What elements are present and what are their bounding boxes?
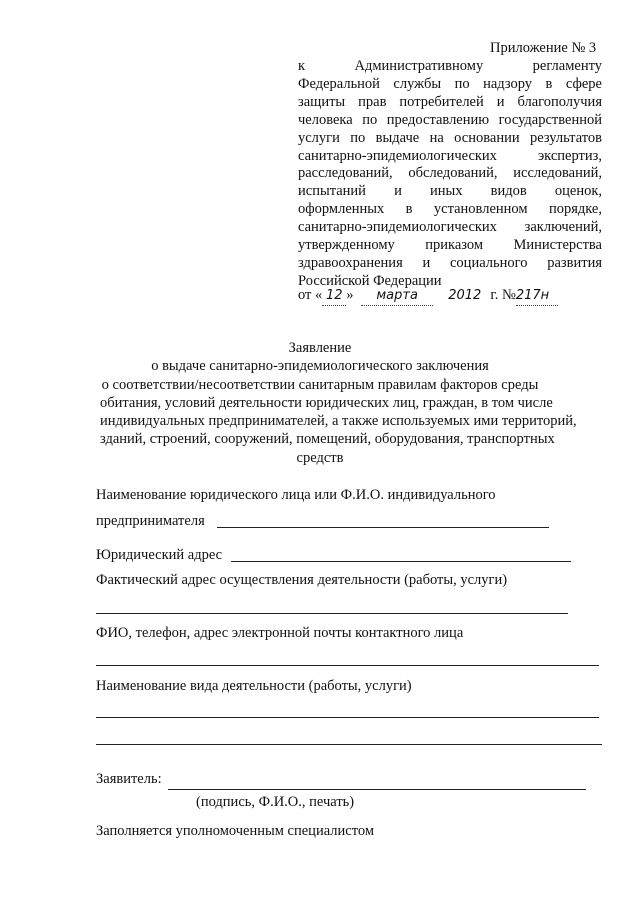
actual-address-field[interactable] [96, 613, 568, 614]
order-day-handwritten: 12 [322, 287, 346, 306]
applicant-label: Заявитель: [96, 771, 162, 787]
statement-line: о соответствии/несоответствии санитарным правилам факторов среды [101, 376, 539, 393]
statement-line: о выдаче санитарно-эпидемиологического заключения [151, 358, 489, 375]
statement-line: средств [296, 449, 344, 466]
statement-line: обитания, условий деятельности юридических лиц, граждан, в том числе [100, 394, 553, 411]
activity-label: Наименование вида деятельности (работы, услуги) [96, 678, 412, 694]
order-number-prefix: № [501, 287, 516, 303]
appendix-line: санитарно-эпидемиологических экспертиз, [298, 147, 602, 164]
order-reference [298, 286, 558, 306]
statement-line: зданий, строений, сооружений, помещений, оборудования, транспортных [100, 431, 555, 448]
org-name-label-cont: предпринимателя [96, 513, 205, 529]
appendix-line: защиты прав потребителей и благополучия [298, 93, 602, 110]
appendix-line: человека по предоставлению государственной [298, 111, 602, 128]
activity-field-line-2[interactable] [96, 744, 602, 745]
appendix-reference [298, 58, 602, 291]
appendix-line: здравоохранения и социального развития [298, 254, 602, 271]
statement-line: индивидуальных предпринимателей, а также используемых ими территорий, [100, 413, 577, 430]
applicant-signature-field[interactable] [168, 789, 586, 790]
appendix-line: утвержденному приказом Министерства [298, 237, 602, 254]
org-name-field[interactable] [217, 527, 549, 528]
appendix-title: Приложение № 3 [490, 40, 597, 56]
order-year-suffix: г. [490, 287, 499, 303]
order-number-handwritten: 217н [516, 287, 558, 306]
order-year-handwritten: 2012 [448, 288, 482, 303]
official-note: Заполняется уполномоченным специалистом [96, 823, 374, 839]
appendix-line: Российской Федерации [298, 272, 442, 289]
contact-label: ФИО, телефон, адрес электронной почты контактного лица [96, 625, 464, 641]
legal-address-label: Юридический адрес [96, 547, 223, 563]
order-month-handwritten: марта [361, 287, 433, 306]
order-date-quote: » [346, 287, 354, 303]
order-date-prefix: от « [298, 287, 323, 303]
appendix-line: испытаний и иных видов оценок, [298, 183, 602, 200]
actual-address-label: Фактический адрес осуществления деятельности (работы, услуги) [96, 572, 508, 588]
appendix-line: расследований, обследований, исследований, [298, 165, 602, 182]
statement-subtitle [100, 357, 577, 467]
appendix-line: санитарно-эпидемиологических заключений, [298, 219, 602, 236]
contact-field[interactable] [96, 665, 599, 666]
appendix-line: оформленных в установленном порядке, [298, 201, 602, 218]
appendix-line: услуги по выдаче на основании результатов [298, 129, 602, 146]
appendix-line: к Административному регламенту [298, 58, 602, 74]
statement-heading [100, 339, 577, 467]
appendix-line: Федеральной службы по надзору в сфере [298, 75, 602, 92]
statement-title: Заявление [288, 340, 352, 356]
signature-hint: (подпись, Ф.И.О., печать) [196, 794, 355, 810]
org-name-label: Наименование юридического лица или Ф.И.О. индивидуального [96, 487, 496, 503]
activity-field-line-1[interactable] [96, 717, 599, 718]
legal-address-field[interactable] [231, 561, 571, 562]
